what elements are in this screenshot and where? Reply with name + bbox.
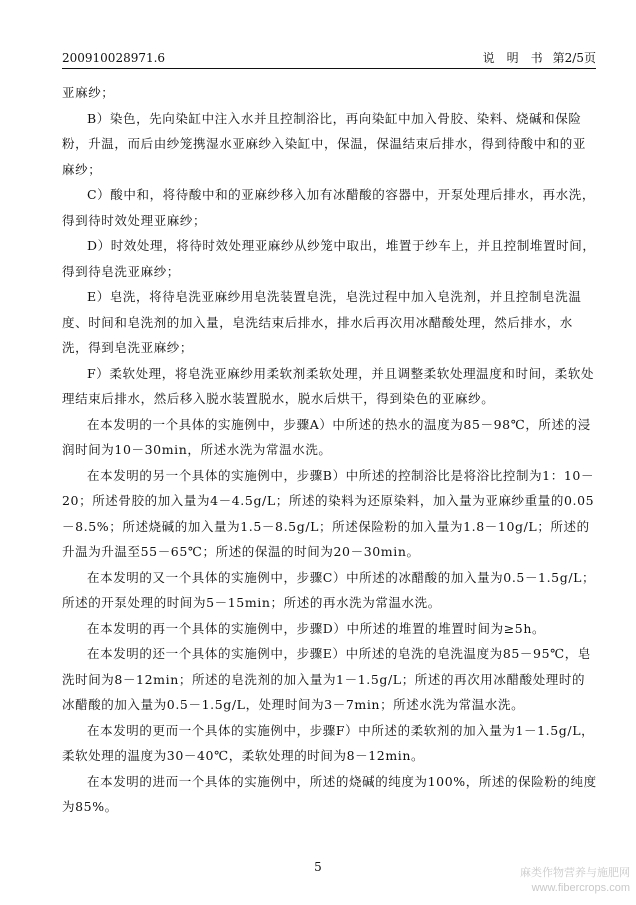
paragraph: 在本发明的一个具体的实施例中，步骤A）中所述的热水的温度为85－98℃，所述的浸润时间为10－30min，所述水洗为常温水洗。: [62, 416, 591, 457]
header-right: [473, 49, 596, 67]
paragraph: 在本发明的另一个具体的实施例中，步骤B）中所述的控制浴比是将浴比控制为1：10－20；所述骨胶的加入量为4－4.5g/L；所述的染料为还原染料，加入量为亚麻纱重量的0.05－8.5%；所述烧碱的加入量为1.5－8.5g/L；所述保险粉的加入量为1.8－10g/L；所述的升温为升温至55－65℃；所述的保温的时间为20－30min。: [62, 467, 595, 559]
document-body: [62, 80, 598, 820]
paragraph: B）染色，先向染缸中注入水并且控制浴比，再向染缸中加入骨胶、染料、烧碱和保险粉，升温，而后由纱笼携湿水亚麻纱入染缸中，保温，保温结束后排水，得到待酸中和的亚麻纱；: [62, 110, 587, 177]
watermark-site-name: 麻类作物营养与施肥网: [520, 867, 630, 879]
paragraph: 在本发明的更而一个具体的实施例中，步骤F）中所述的柔软剂的加入量为1－1.5g/L，柔软处理的温度为30－40℃，柔软处理的时间为8－12min。: [62, 722, 595, 763]
paragraph: C）酸中和，将待酸中和的亚麻纱移入加有冰醋酸的容器中，开泵处理后排水，再水洗，得到待时效处理亚麻纱；: [62, 187, 595, 228]
paragraph: 在本发明的又一个具体的实施例中，步骤C）中所述的冰醋酸的加入量为0.5－1.5g/L；所述的开泵处理的时间为5－15min；所述的再水洗为常温水洗。: [62, 569, 596, 610]
paragraph: D）时效处理，将待时效处理亚麻纱从纱笼中取出，堆置于纱车上，并且控制堆置时间，得到待皂洗亚麻纱；: [62, 238, 596, 279]
paragraph: 在本发明的再一个具体的实施例中，步骤D）中所述的堆置的堆置时间为≥5h。: [87, 620, 546, 636]
paragraph: 亚麻纱；: [62, 85, 115, 100]
paragraph: 在本发明的还一个具体的实施例中，步骤E）中所述的皂洗的皂洗温度为85－95℃，皂洗时间为8－12min；所述的皂洗剂的加入量为1－1.5g/L；所述的再次用冰醋酸处理时的冰醋酸的加入量为0.5－1.5g/L，处理时间为3－7min；所述水洗为常温水洗。: [62, 646, 591, 712]
header-rule: [62, 68, 596, 69]
watermark: [520, 866, 630, 896]
paragraph: 在本发明的进而一个具体的实施例中，所述的烧碱的纯度为100%，所述的保险粉的纯度为85%。: [62, 773, 597, 814]
doc-title: 说 明 书: [482, 51, 543, 65]
watermark-url: www.fibercrops.com: [531, 882, 630, 894]
page-header: [62, 49, 596, 67]
paragraph: E）皂洗，将待皂洗亚麻纱用皂洗装置皂洗，皂洗过程中加入皂洗剂，并且控制皂洗温度、时间和皂洗剂的加入量，皂洗结束后排水，排水后再次用冰醋酸处理，然后排水，水洗，得到皂洗亚麻纱；: [62, 289, 582, 355]
patent-number: 200910028971.6: [62, 51, 166, 65]
page-number: 5: [314, 860, 322, 874]
paragraph: F）柔软处理，将皂洗亚麻纱用柔软剂柔软处理，并且调整柔软处理温度和时间，柔软处理结束后排水，然后移入脱水装置脱水，脱水后烘干，得到染色的亚麻纱。: [62, 365, 595, 406]
page-info: 第2/5页: [552, 51, 596, 65]
